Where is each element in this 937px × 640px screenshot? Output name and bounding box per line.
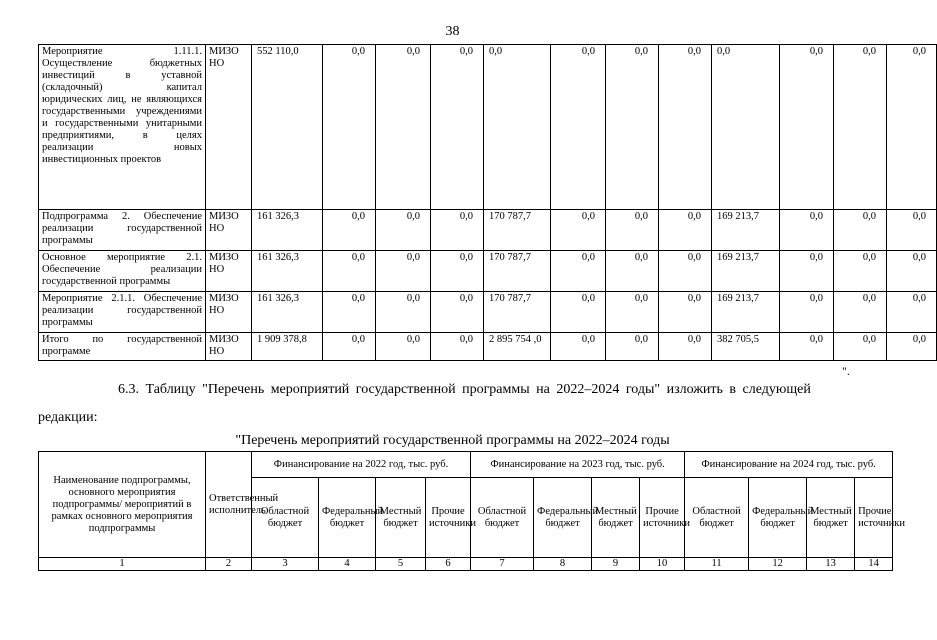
header-financing-2023: Финансирование на 2023 год, тыс. руб. bbox=[471, 452, 685, 478]
cell-value: 0,0 bbox=[551, 333, 606, 361]
column-number: 1 bbox=[39, 558, 206, 571]
amendment-paragraph-cont: редакции: bbox=[38, 410, 98, 425]
column-number: 7 bbox=[471, 558, 534, 571]
closing-quote: ". bbox=[842, 364, 850, 378]
table-row bbox=[39, 45, 937, 210]
column-number: 10 bbox=[640, 558, 685, 571]
row-name: Мероприятие 2.1.1. Обеспечение реализации государственной программы bbox=[39, 292, 206, 333]
cell-value: 0,0 bbox=[659, 45, 712, 210]
cell-value: 0,0 bbox=[323, 292, 376, 333]
row-name: Основное мероприятие 2.1. Обеспечение реализации государственной программы bbox=[39, 251, 206, 292]
header-financing-2022: Финансирование на 2022 год, тыс. руб. bbox=[252, 452, 471, 478]
amendment-paragraph: 6.3. Таблицу "Перечень мероприятий государственной программы на 2022–2024 годы" изложить в следующей bbox=[118, 382, 811, 397]
cell-value: 0,0 bbox=[780, 210, 834, 251]
table-title: "Перечень мероприятий государственной программы на 2022–2024 годы bbox=[235, 433, 670, 448]
cell-value: 0,0 bbox=[834, 333, 887, 361]
column-number: 12 bbox=[749, 558, 807, 571]
cell-value: 0,0 bbox=[323, 45, 376, 210]
cell-value: 0,0 bbox=[659, 333, 712, 361]
column-number-row bbox=[39, 558, 893, 571]
cell-value: 0,0 bbox=[780, 45, 834, 210]
cell-value: 0,0 bbox=[780, 292, 834, 333]
cell-value: 170 787,7 bbox=[484, 210, 551, 251]
cell-value: 0,0 bbox=[834, 251, 887, 292]
cell-value: 0,0 bbox=[780, 251, 834, 292]
cell-value: 0,0 bbox=[887, 292, 937, 333]
cell-value: 0,0 bbox=[376, 45, 431, 210]
cell-value: 170 787,7 bbox=[484, 292, 551, 333]
header-local-budget: Местный бюджет bbox=[376, 478, 426, 558]
cell-value: 169 213,7 bbox=[712, 251, 780, 292]
cell-value: 161 326,3 bbox=[252, 210, 323, 251]
header-federal-budget: Федеральный бюджет bbox=[319, 478, 376, 558]
cell-value: 0,0 bbox=[887, 210, 937, 251]
header-federal-budget: Федеральный бюджет bbox=[534, 478, 592, 558]
row-executor: МИЗО НО bbox=[206, 292, 252, 333]
cell-value: 161 326,3 bbox=[252, 251, 323, 292]
row-executor: МИЗО НО bbox=[206, 251, 252, 292]
page-number: 38 bbox=[445, 24, 460, 39]
cell-value: 0,0 bbox=[834, 45, 887, 210]
column-number: 11 bbox=[685, 558, 749, 571]
cell-value: 0,0 bbox=[376, 292, 431, 333]
header-local-budget: Местный бюджет bbox=[807, 478, 855, 558]
column-number: 2 bbox=[206, 558, 252, 571]
cell-value: 0,0 bbox=[659, 251, 712, 292]
row-name: Мероприятие 1.11.1. Осуществление бюджетных инвестиций в уставной (складочный) капитал юридических лиц, не являющихся государственными учреждениями и государственными унитарными предприятиями, в целях реализации новых инвестиционных проектов bbox=[39, 45, 206, 210]
cell-value: 0,0 bbox=[376, 333, 431, 361]
cell-value: 1 909 378,8 bbox=[252, 333, 323, 361]
cell-value: 0,0 bbox=[551, 292, 606, 333]
cell-value: 0,0 bbox=[484, 45, 551, 210]
row-name: Итого по государственной программе bbox=[39, 333, 206, 361]
cell-value: 0,0 bbox=[323, 210, 376, 251]
cell-value: 0,0 bbox=[551, 45, 606, 210]
cell-value: 0,0 bbox=[606, 210, 659, 251]
header-executor: Ответственный исполнитель bbox=[206, 452, 252, 558]
header-other-sources: Прочие источники bbox=[640, 478, 685, 558]
financing-table-continued bbox=[38, 44, 937, 361]
column-number: 9 bbox=[592, 558, 640, 571]
header-name: Наименование подпрограммы, основного мероприятия подпрограммы/ мероприятий в рамках основного мероприятия подпрограммы bbox=[39, 452, 206, 558]
cell-value: 2 895 754 ,0 bbox=[484, 333, 551, 361]
cell-value: 0,0 bbox=[887, 333, 937, 361]
header-regional-budget: Областной бюджет bbox=[685, 478, 749, 558]
column-number: 13 bbox=[807, 558, 855, 571]
cell-value: 0,0 bbox=[431, 251, 484, 292]
cell-value: 169 213,7 bbox=[712, 292, 780, 333]
cell-value: 0,0 bbox=[606, 45, 659, 210]
cell-value: 0,0 bbox=[659, 210, 712, 251]
header-other-sources: Прочие источники bbox=[426, 478, 471, 558]
column-number: 5 bbox=[376, 558, 426, 571]
cell-value: 0,0 bbox=[606, 292, 659, 333]
row-executor: МИЗО НО bbox=[206, 45, 252, 210]
cell-value: 0,0 bbox=[376, 251, 431, 292]
cell-value: 0,0 bbox=[606, 251, 659, 292]
cell-value: 0,0 bbox=[431, 292, 484, 333]
table-row bbox=[39, 292, 937, 333]
row-executor: МИЗО НО bbox=[206, 333, 252, 361]
cell-value: 0,0 bbox=[834, 210, 887, 251]
column-number: 8 bbox=[534, 558, 592, 571]
cell-value: 0,0 bbox=[712, 45, 780, 210]
cell-value: 0,0 bbox=[780, 333, 834, 361]
header-federal-budget: Федеральный бюджет bbox=[749, 478, 807, 558]
table-row-total bbox=[39, 333, 937, 361]
header-financing-2024: Финансирование на 2024 год, тыс. руб. bbox=[685, 452, 893, 478]
cell-value: 0,0 bbox=[431, 45, 484, 210]
table-row bbox=[39, 251, 937, 292]
row-name: Подпрограмма 2. Обеспечение реализации государственной программы bbox=[39, 210, 206, 251]
financing-table-header bbox=[38, 451, 906, 571]
cell-value: 161 326,3 bbox=[252, 292, 323, 333]
table-row bbox=[39, 210, 937, 251]
cell-value: 0,0 bbox=[606, 333, 659, 361]
cell-value: 0,0 bbox=[551, 251, 606, 292]
cell-value: 170 787,7 bbox=[484, 251, 551, 292]
cell-value: 0,0 bbox=[659, 292, 712, 333]
column-number: 3 bbox=[252, 558, 319, 571]
cell-value: 382 705,5 bbox=[712, 333, 780, 361]
column-number: 4 bbox=[319, 558, 376, 571]
column-number: 14 bbox=[855, 558, 893, 571]
cell-value: 0,0 bbox=[834, 292, 887, 333]
row-executor: МИЗО НО bbox=[206, 210, 252, 251]
cell-value: 0,0 bbox=[551, 210, 606, 251]
cell-value: 0,0 bbox=[887, 45, 937, 210]
cell-value: 0,0 bbox=[431, 333, 484, 361]
cell-value: 0,0 bbox=[431, 210, 484, 251]
cell-value: 169 213,7 bbox=[712, 210, 780, 251]
header-regional-budget: Областной бюджет bbox=[471, 478, 534, 558]
header-regional-budget: Областной бюджет bbox=[252, 478, 319, 558]
cell-value: 552 110,0 bbox=[252, 45, 323, 210]
cell-value: 0,0 bbox=[887, 251, 937, 292]
cell-value: 0,0 bbox=[323, 333, 376, 361]
column-number: 6 bbox=[426, 558, 471, 571]
cell-value: 0,0 bbox=[376, 210, 431, 251]
cell-value: 0,0 bbox=[323, 251, 376, 292]
header-local-budget: Местный бюджет bbox=[592, 478, 640, 558]
header-other-sources: Прочие источники bbox=[855, 478, 893, 558]
